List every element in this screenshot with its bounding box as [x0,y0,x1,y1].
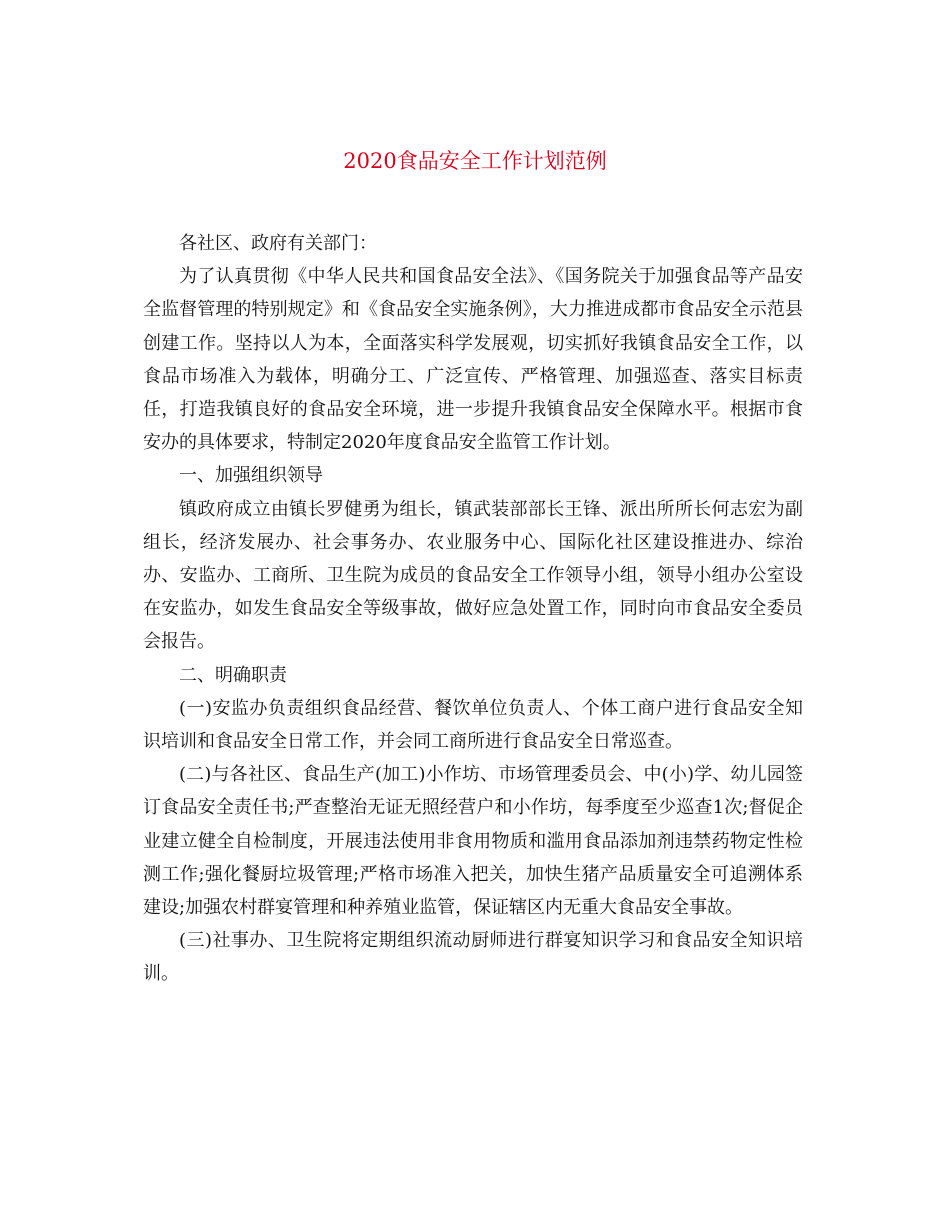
paragraph-duty-1: (一)安监办负责组织食品经营、餐饮单位负责人、个体工商户进行食品安全知识培训和食品安全日常工作，并会同工商所进行食品安全日常巡查。 [143,697,803,753]
paragraph-organization: 镇政府成立由镇长罗健勇为组长，镇武装部部长王锋、派出所所长何志宏为副组长，经济发展办、社会事务办、农业服务中心、国际化社区建设推进办、综治办、安监办、工商所、卫生院为成员的食品安全工作领导小组，领导小组办公室设在安监办，如发生食品安全等级事故，做好应急处置工作，同时向市食品安全委员会报告。 [143,498,803,653]
document-body [143,227,803,991]
section-heading-1: 一、加强组织领导 [179,465,323,487]
salutation: 各社区、政府有关部门： [179,233,377,254]
paragraph-duty-2: (二)与各社区、食品生产(加工)小作坊、市场管理委员会、中(小)学、幼儿园签订食品安全责任书;严查整治无证无照经营户和小作坊，每季度至少巡查1次;督促企业建立健全自检制度，开展违法使用非食用物质和滥用食品添加剂违禁药物定性检测工作;强化餐厨垃圾管理;严格市场准入把关，加快生猪产品质量安全可追溯体系建设;加强农村群宴管理和种养殖业监管，保证辖区内无重大食品安全事故。 [143,764,803,919]
section-heading-2: 二、明确职责 [179,664,287,686]
document-title: 2020食品安全工作计划范例 [343,149,607,173]
paragraph-duty-3: (三)社事办、卫生院将定期组织流动厨师进行群宴知识学习和食品安全知识培训。 [143,930,803,985]
paragraph-intro: 为了认真贯彻《中华人民共和国食品安全法》、《国务院关于加强食品等产品安全监督管理的特别规定》和《食品安全实施条例》，大力推进成都市食品安全示范县创建工作。坚持以人为本，全面落实科学发展观，切实抓好我镇食品安全工作，以食品市场准入为载体，明确分工、广泛宣传、严格管理、加强巡查、落实目标责任，打造我镇良好的食品安全环境，进一步提升我镇食品安全保障水平。根据市食安办的具体要求，特制定2020年度食品安全监管工作计划。 [143,266,803,454]
